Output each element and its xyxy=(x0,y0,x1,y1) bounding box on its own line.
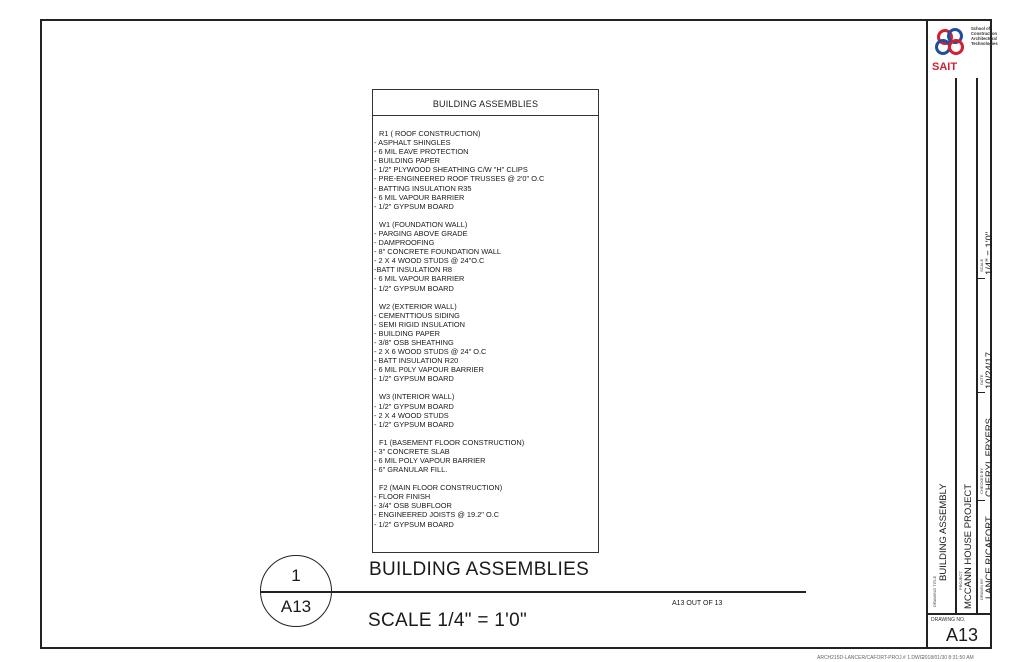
assembly-item: - PRE-ENGINEERED ROOF TRUSSES @ 2'0" O.C xyxy=(374,174,545,184)
title-block-rule-2 xyxy=(976,78,978,613)
schedule-body xyxy=(374,129,598,538)
project-label: PROJECT xyxy=(958,571,963,590)
assembly-item: - SEMI RIGID INSULATION xyxy=(374,319,466,329)
assembly-item: - 6 MIL VAPOUR BARRIER xyxy=(374,192,465,202)
assembly-item: - 6 MIL P0LY VAPOUR BARRIER xyxy=(374,365,484,375)
assemblies-schedule xyxy=(372,89,599,553)
checked-by-value: CHERYL FRYERS xyxy=(984,417,995,497)
drawing-title-label: DRAWING TITLE xyxy=(932,575,937,607)
assembly-item: - 1/2" PLYWOOD SHEATHING C/W "H" CLIPS xyxy=(374,165,528,175)
assembly-item: - 1/2" GYPSUM BOARD xyxy=(374,419,454,429)
assembly-group xyxy=(374,220,598,293)
title-block-rule-3 xyxy=(928,613,990,615)
assembly-group xyxy=(374,302,598,384)
assembly-heading: F1 (BASEMENT FLOOR CONSTRUCTION) xyxy=(379,437,525,447)
date-label: DATE xyxy=(979,374,984,385)
drawing-title: BUILDING ASSEMBLIES xyxy=(369,559,590,580)
assembly-heading: F2 (MAIN FLOOR CONSTRUCTION) xyxy=(379,483,503,493)
title-block-rule-1 xyxy=(955,78,957,613)
title-block-divider xyxy=(926,19,928,649)
assembly-item: - 6" GRANULAR FILL. xyxy=(374,465,448,475)
assembly-item: - 2 X 4 WOOD STUDS @ 24"O.C xyxy=(374,256,485,266)
drawing-scale: SCALE 1/4" = 1'0" xyxy=(368,610,528,631)
assembly-item: - 3" CONCRETE SLAB xyxy=(374,446,450,456)
assembly-group xyxy=(374,438,598,474)
assembly-heading: W3 (INTERIOR WALL) xyxy=(379,392,455,402)
assembly-item: - ENGINEERED JOISTS @ 19.2" O.C xyxy=(374,510,500,520)
checked-tick xyxy=(977,500,985,501)
date-value: 10/24/17 xyxy=(984,352,995,389)
drawing-number-label: DRAWING NO. xyxy=(931,617,966,623)
assembly-item: - 6 MIL EAVE PROTECTION xyxy=(374,147,469,157)
assembly-item: - PARGING ABOVE GRADE xyxy=(374,228,468,238)
assembly-item: - FLOOR FINISH xyxy=(374,492,431,502)
drawn-by-value: LANCE RICAFORT xyxy=(984,516,995,599)
assembly-item: - 6 MIL VAPOUR BARRIER xyxy=(374,274,465,284)
detail-sheet-ref: A13 xyxy=(280,597,312,616)
assembly-group xyxy=(374,392,598,428)
scale-value: 1/4" = 1'0" xyxy=(984,231,995,275)
scale-tick xyxy=(977,278,985,279)
assembly-item: - 3/8" OSB SHEATHING xyxy=(374,337,454,347)
school-name: School of Construction Architectural Technologies xyxy=(971,26,998,46)
assembly-item: - BATT INSULATION R20 xyxy=(374,356,459,366)
drawn-by-label: DRAWN BY xyxy=(979,578,984,600)
detail-number: 1 xyxy=(291,566,301,585)
assembly-group xyxy=(374,129,598,211)
sheet-count: A13 OUT OF 13 xyxy=(672,600,723,607)
assembly-heading: W1 (FOUNDATION WALL) xyxy=(379,219,468,229)
assembly-heading: W2 (EXTERIOR WALL) xyxy=(379,301,457,311)
assembly-item: -BATT INSULATION R8 xyxy=(374,265,453,275)
assembly-item: - 1/2" GYPSUM BOARD xyxy=(374,401,454,411)
detail-callout-divider xyxy=(260,591,332,593)
assembly-item: - 3/4" OSB SUBFLOOR xyxy=(374,501,452,511)
assembly-item: - 2 X 6 WOOD STUDS @ 24" O.C xyxy=(374,347,487,357)
assembly-item: - ASPHALT SHINGLES xyxy=(374,138,451,148)
assembly-item: - 1/2" GYPSUM BOARD xyxy=(374,374,454,384)
schedule-title: BUILDING ASSEMBLIES xyxy=(432,99,539,109)
assembly-item: - 2 X 4 WOOD STUDS xyxy=(374,410,449,420)
assembly-item: - 8" CONCRETE FOUNDATION WALL xyxy=(374,247,502,257)
assembly-heading: R1 ( ROOF CONSTRUCTION) xyxy=(379,129,481,138)
assembly-item: - 6 MIL POLY VAPOUR BARRIER xyxy=(374,456,486,465)
assembly-item: - 1/2" GYPSUM BOARD xyxy=(374,283,454,293)
drawing-number-value: A13 xyxy=(946,625,979,645)
scale-label: SCALE xyxy=(979,258,984,272)
assembly-group xyxy=(374,483,598,528)
footer-timestamp: 2018/01/30 8:31:50 AM xyxy=(922,655,974,661)
drawing-title-value: BUILDING ASSEMBLY xyxy=(938,483,949,581)
assembly-item: - BUILDING PAPER xyxy=(374,156,440,166)
sait-logo-text: SAIT xyxy=(932,61,958,73)
project-value: MCCANN HOUSE PROJECT xyxy=(963,483,974,609)
assembly-item: - 1/2" GYPSUM BOARD xyxy=(374,519,454,529)
date-tick xyxy=(977,392,985,393)
assembly-item: - BUILDING PAPER xyxy=(374,328,440,338)
footer-file-path: ARCH215D-LANCER/CAFORT-PROJ.# 1.DWG xyxy=(817,655,924,661)
schedule-header-rule xyxy=(373,115,598,116)
checked-by-label: CHECKED BY xyxy=(979,467,984,494)
drawing-label-underline xyxy=(332,591,806,593)
assembly-item: - BATTING INSULATION R35 xyxy=(374,183,472,193)
assembly-item: - CEMENTTIOUS SIDING xyxy=(374,310,460,320)
assembly-item: - 1/2" GYPSUM BOARD xyxy=(374,201,454,211)
assembly-item: - DAMPROOFING xyxy=(374,238,435,248)
